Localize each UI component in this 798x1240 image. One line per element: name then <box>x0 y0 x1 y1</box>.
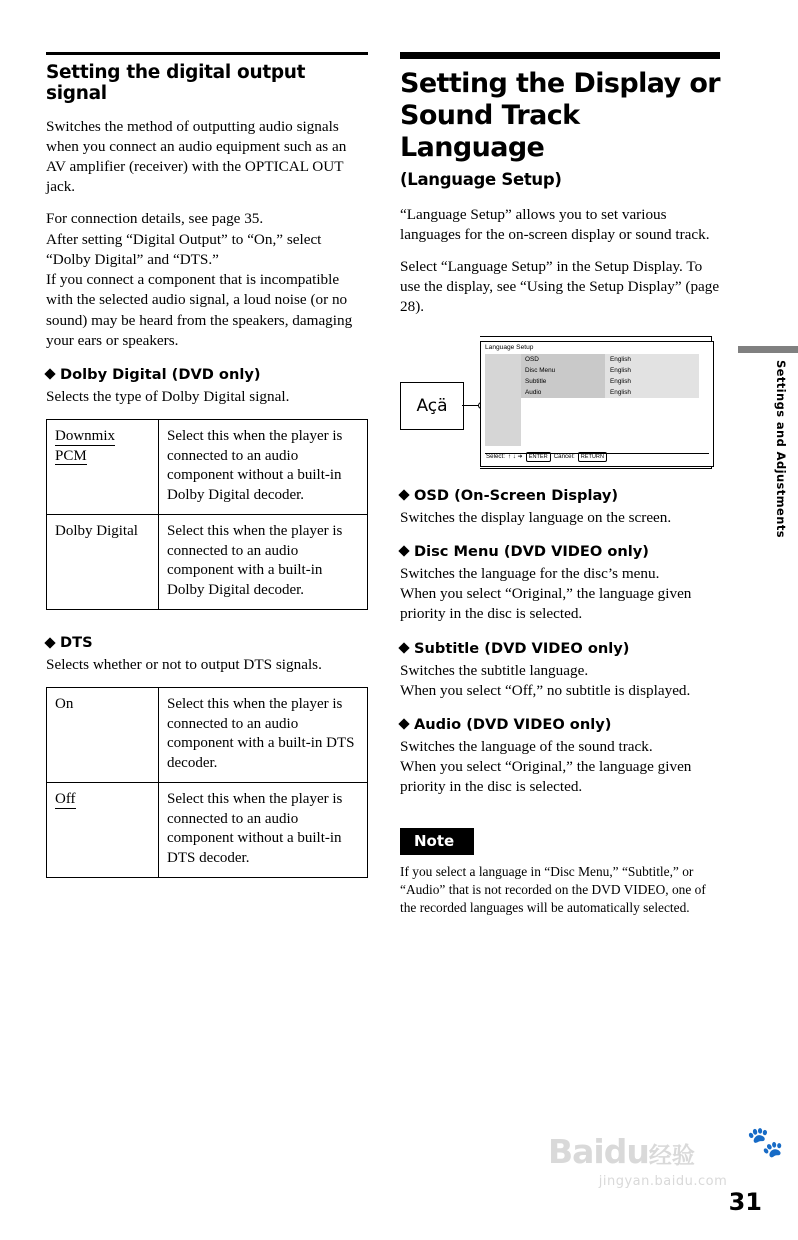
audio-item-heading-label: Audio (DVD VIDEO only) <box>414 715 612 733</box>
diamond-bullet-icon <box>398 490 409 501</box>
left-paragraph-2: For connection details, see page 35. <box>46 210 264 228</box>
right-paragraph-2: Select “Language Setup” in the Setup Display. To use the display, see “Using the Setup Display” (page 28). <box>400 258 720 316</box>
subtitle-item-text-2: When you select “Off,” no subtitle is displayed. <box>400 681 691 699</box>
language-icon-box <box>400 382 464 430</box>
diamond-bullet-icon <box>398 546 409 557</box>
dolby-digital-description: Selects the type of Dolby Digital signal. <box>46 387 290 405</box>
list-item <box>521 365 699 376</box>
diamond-bullet-icon <box>398 719 409 730</box>
dolby-row-1-key-line2: PCM <box>55 447 87 464</box>
table-row <box>47 688 368 783</box>
side-tab-label: Settings and Adjustments <box>774 360 788 538</box>
osd-icon-column <box>485 354 522 446</box>
osd-footer-enter-key: ENTER <box>526 452 551 462</box>
dts-row-2-key-label: Off <box>55 791 76 808</box>
dts-description: Selects whether or not to output DTS signals. <box>46 656 322 674</box>
page-subtitle: (Language Setup) <box>400 169 562 189</box>
list-item <box>521 354 699 365</box>
page-title <box>400 68 720 164</box>
paw-icon: 🐾 <box>746 1126 784 1159</box>
subtitle-item-text-1: Switches the subtitle language. <box>400 661 589 679</box>
diamond-bullet-icon <box>44 369 55 380</box>
dts-row-2-key <box>47 783 159 878</box>
table-row <box>47 515 368 610</box>
right-section-rule <box>400 52 720 59</box>
list-item <box>521 376 699 387</box>
disc-menu-item-text-1: Switches the language for the disc’s menu. <box>400 564 660 582</box>
osd-footer-arrows-icon: ↑ ↓ ➜ <box>507 453 523 461</box>
left-section-rule <box>46 52 368 55</box>
left-paragraph-3: After setting “Digital Output” to “On,” select “Dolby Digital” and “DTS.” <box>46 230 322 268</box>
left-section-title: Setting the digital output signal <box>46 62 306 105</box>
osd-item-text-1: Switches the display language on the screen. <box>400 508 672 526</box>
dolby-digital-heading-label: Dolby Digital (DVD only) <box>60 365 261 383</box>
osd-footer-return-key: RETURN <box>578 452 607 462</box>
subtitle-item-heading <box>400 640 720 657</box>
note-badge: Note <box>400 828 474 855</box>
disc-menu-item-text-2: When you select “Original,” the language given priority in the disc is selected. <box>400 585 692 623</box>
note-text: If you select a language in “Disc Menu,” “Subtitle,” or “Audio” that is not recorded on the DVD VIDEO, one of the recorded languages will be automatically selected. <box>400 863 706 915</box>
watermark-brand <box>548 1132 778 1171</box>
diamond-bullet-icon <box>44 637 55 648</box>
left-paragraph-1: Switches the method of outputting audio signals when you connect an audio equipment such as an AV amplifier (receiver) with the OPTICAL OUT jack. <box>46 117 347 196</box>
osd-settings-list <box>521 354 699 398</box>
osd-screen <box>480 341 714 467</box>
right-column <box>400 52 720 917</box>
dts-heading-label: DTS <box>60 634 93 652</box>
dts-row-2-value: Select this when the player is connected to an audio component without a built-in DTS decoder. <box>159 783 368 878</box>
osd-row-3-value: English <box>605 387 699 398</box>
dolby-row-1-key <box>47 420 159 515</box>
dolby-row-1-value: Select this when the player is connected to an audio component without a built-in Dolby Digital decoder. <box>159 420 368 515</box>
dolby-row-2-key: Dolby Digital <box>47 515 159 610</box>
osd-blank-area <box>521 398 699 446</box>
osd-screen-title: Language Setup <box>485 343 534 351</box>
subtitle-item-heading-label: Subtitle (DVD VIDEO only) <box>414 639 630 657</box>
dts-table <box>46 687 368 878</box>
osd-row-0-value: English <box>605 354 699 365</box>
figure-bottom-line <box>480 468 712 469</box>
audio-item-heading <box>400 716 720 733</box>
osd-item-heading-label: OSD (On-Screen Display) <box>414 486 619 504</box>
audio-item-text-2: When you select “Original,” the language given priority in the disc is selected. <box>400 758 692 796</box>
dolby-digital-heading <box>46 366 368 383</box>
left-paragraph-4: If you connect a component that is incompatible with the selected audio signal, a loud noise (or no sound) may be heard from the speakers, damaging your ears or speakers. <box>46 271 353 349</box>
osd-row-2-value: English <box>605 376 699 387</box>
osd-row-2-label: Subtitle <box>521 376 605 387</box>
table-row <box>47 783 368 878</box>
osd-footer-cancel-label: Cancel: <box>553 453 575 461</box>
figure-top-line <box>480 336 712 337</box>
left-column <box>46 52 368 878</box>
list-item <box>521 387 699 398</box>
dts-row-1-key: On <box>47 688 159 783</box>
language-icon: Açä <box>416 395 448 416</box>
osd-item-heading <box>400 487 720 504</box>
dolby-row-2-value: Select this when the player is connected to an audio component with a built-in Dolby Digital decoder. <box>159 515 368 610</box>
watermark-brand-text: Baidu <box>548 1132 649 1171</box>
watermark-url: jingyan.baidu.com <box>598 1174 728 1189</box>
page-title-line1: Setting the Display or <box>400 68 720 99</box>
osd-row-1-label: Disc Menu <box>521 365 605 376</box>
osd-row-3-label: Audio <box>521 387 605 398</box>
osd-grid <box>481 354 713 454</box>
osd-footer <box>481 452 718 462</box>
disc-menu-item-heading <box>400 543 720 560</box>
osd-row-0-label: OSD <box>521 354 605 365</box>
osd-footer-select-label: Select: <box>486 453 505 461</box>
dolby-digital-table <box>46 419 368 610</box>
page-number: 31 <box>728 1188 762 1216</box>
diamond-bullet-icon <box>398 642 409 653</box>
osd-row-1-value: English <box>605 365 699 376</box>
dolby-row-1-key-line1: Downmix <box>55 428 115 445</box>
dts-row-1-value: Select this when the player is connected to an audio component with a built-in DTS decoder. <box>159 688 368 783</box>
dts-heading <box>46 634 368 651</box>
side-tab-bar <box>738 346 798 353</box>
audio-item-text-1: Switches the language of the sound track. <box>400 737 653 755</box>
disc-menu-item-heading-label: Disc Menu (DVD VIDEO only) <box>414 542 649 560</box>
table-row <box>47 420 368 515</box>
right-paragraph-1: “Language Setup” allows you to set various languages for the on-screen display or sound track. <box>400 205 710 243</box>
language-setup-figure <box>400 332 720 472</box>
page-title-line2: Sound Track Language <box>400 99 580 163</box>
watermark-brand-cn: 经验 <box>648 1143 695 1169</box>
